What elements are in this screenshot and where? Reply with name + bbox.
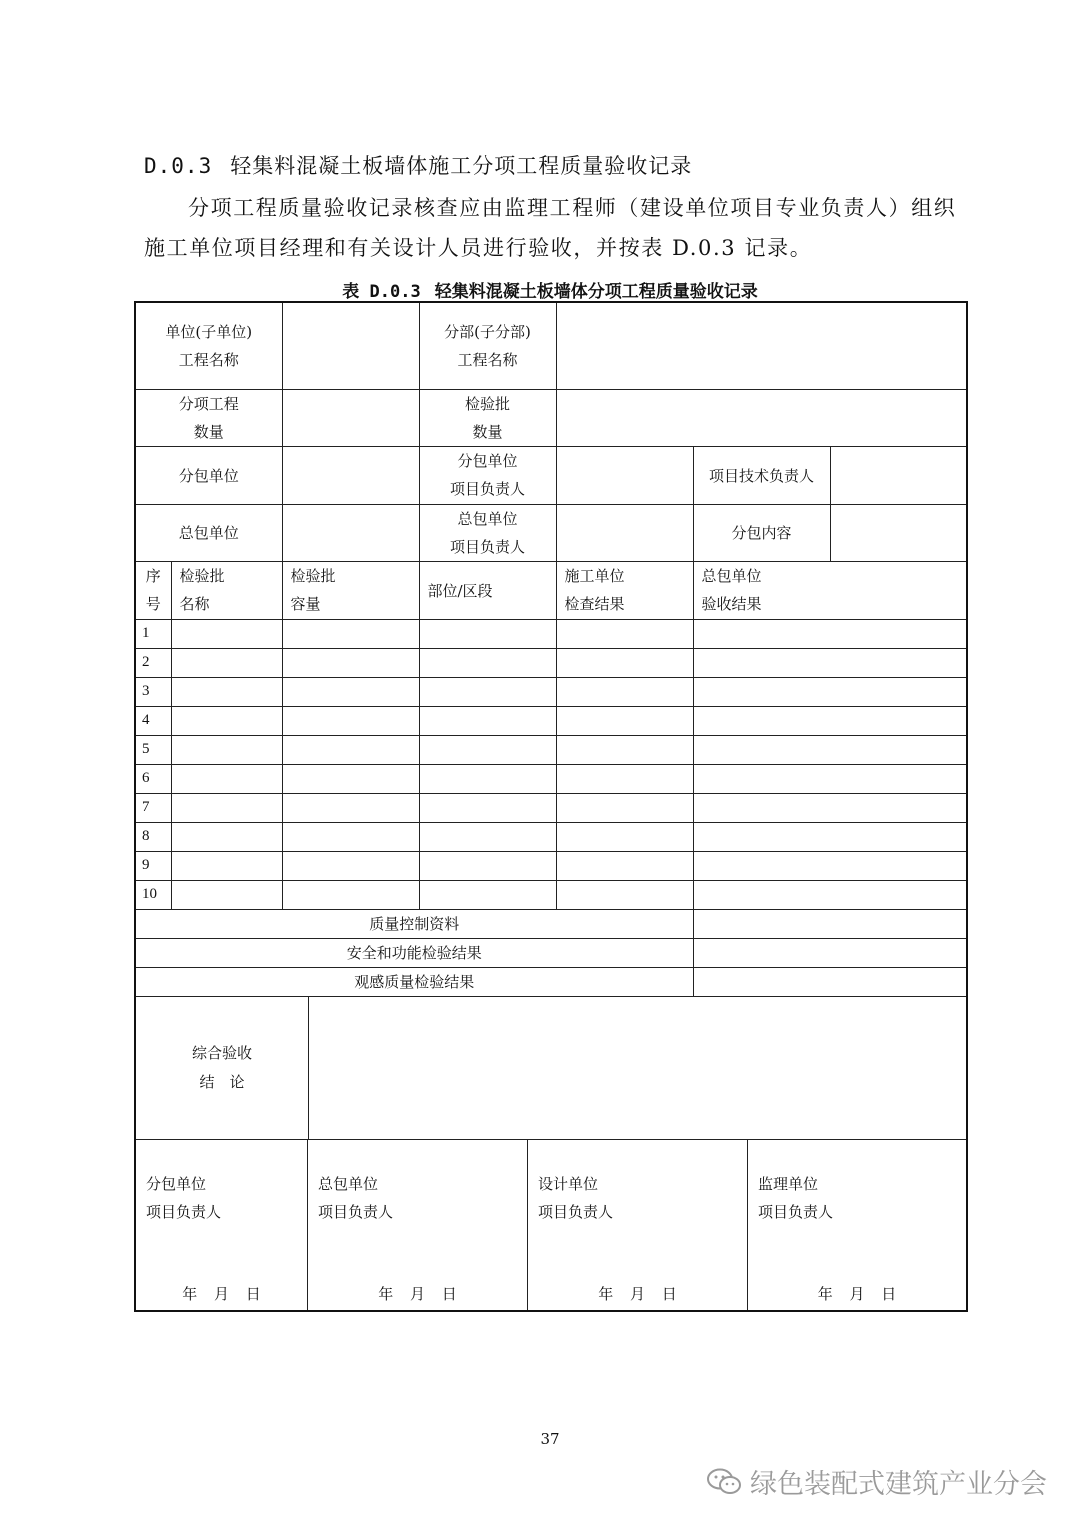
location-cell[interactable] (419, 764, 556, 793)
signature-row (135, 1139, 967, 1311)
batch-capacity-cell[interactable] (282, 764, 419, 793)
signature-block[interactable] (308, 1140, 528, 1310)
location-cell[interactable] (419, 648, 556, 677)
header-inspection-result: 施工单位 检查结果 (556, 561, 693, 619)
subcontractor-label: 分包单位 (135, 446, 282, 504)
signature-labels (318, 1170, 393, 1226)
page-number: 37 (540, 1430, 560, 1448)
acceptance-result-cell[interactable] (693, 648, 967, 677)
row-index: 6 (135, 764, 171, 793)
location-cell[interactable] (419, 619, 556, 648)
table-row (135, 619, 967, 648)
division-project-name-field[interactable] (556, 302, 967, 389)
signature-block[interactable] (528, 1140, 748, 1310)
signature-role: 项目负责人 (538, 1202, 614, 1221)
acceptance-result-cell[interactable] (693, 822, 967, 851)
section-number: D.0.3 (144, 154, 213, 178)
subcontractor-lead-field[interactable] (556, 446, 693, 504)
acceptance-result-cell[interactable] (693, 706, 967, 735)
row-index: 7 (135, 793, 171, 822)
batch-name-cell[interactable] (171, 706, 282, 735)
row-index: 4 (135, 706, 171, 735)
signature-date: 年 月 日 (378, 1284, 457, 1303)
table-row (135, 880, 967, 909)
acceptance-result-cell[interactable] (693, 735, 967, 764)
row-index: 2 (135, 648, 171, 677)
signature-date: 年 月 日 (817, 1284, 897, 1303)
section-title: 轻集料混凝土板墙体施工分项工程质量验收记录 (230, 154, 693, 178)
signature-unit: 监理单位 (758, 1174, 819, 1193)
acceptance-result-cell[interactable] (693, 880, 967, 909)
subitem-count-label: 分项工程 数量 (135, 389, 282, 446)
batch-capacity-cell[interactable] (282, 648, 419, 677)
table-row (135, 851, 967, 880)
general-contractor-label: 总包单位 (135, 504, 282, 561)
location-cell[interactable] (419, 851, 556, 880)
batch-capacity-cell[interactable] (282, 735, 419, 764)
header-location: 部位/区段 (419, 561, 556, 619)
tech-lead-field[interactable] (830, 446, 967, 504)
batch-name-cell[interactable] (171, 735, 282, 764)
row-index: 9 (135, 851, 171, 880)
batch-capacity-cell[interactable] (282, 706, 419, 735)
table-row (135, 735, 967, 764)
table-caption-title: 轻集料混凝土板墙体分项工程质量验收记录 (434, 282, 758, 302)
row-index: 5 (135, 735, 171, 764)
acceptance-result-cell[interactable] (693, 764, 967, 793)
signature-role: 项目负责人 (758, 1202, 834, 1221)
header-batch-name: 检验批 名称 (171, 561, 282, 619)
appearance-quality-field[interactable] (693, 967, 967, 996)
batch-name-cell[interactable] (171, 822, 282, 851)
unit-project-name-field[interactable] (282, 302, 419, 389)
batch-capacity-cell[interactable] (282, 619, 419, 648)
batch-capacity-cell[interactable] (282, 677, 419, 706)
section-heading (144, 150, 692, 180)
acceptance-result-cell[interactable] (693, 619, 967, 648)
general-contractor-lead-label: 总包单位 项目负责人 (419, 504, 556, 561)
signature-date: 年 月 日 (182, 1284, 261, 1303)
inspection-result-cell[interactable] (556, 619, 693, 648)
table-caption-number: 表 D.0.3 (342, 282, 421, 302)
inspection-result-cell[interactable] (556, 822, 693, 851)
batch-name-cell[interactable] (171, 851, 282, 880)
safety-function-field[interactable] (693, 938, 967, 967)
qc-data-field[interactable] (693, 909, 967, 938)
watermark-text: 绿色装配式建筑产业分会 (750, 1469, 1047, 1500)
signature-block[interactable] (748, 1140, 966, 1310)
row-index: 10 (135, 880, 171, 909)
signature-labels (146, 1170, 221, 1226)
signature-unit: 分包单位 (146, 1174, 207, 1193)
batch-capacity-cell[interactable] (282, 822, 419, 851)
unit-project-name-label: 单位(子单位) 工程名称 (135, 302, 282, 389)
inspection-result-cell[interactable] (556, 851, 693, 880)
batch-name-cell[interactable] (171, 764, 282, 793)
acceptance-result-cell[interactable] (693, 677, 967, 706)
acceptance-result-cell[interactable] (693, 851, 967, 880)
subcontract-content-label: 分包内容 (693, 504, 830, 561)
division-project-name-label: 分部(子分部) 工程名称 (419, 302, 556, 389)
signature-unit: 总包单位 (318, 1174, 379, 1193)
location-cell[interactable] (419, 880, 556, 909)
location-cell[interactable] (419, 677, 556, 706)
header-batch-capacity: 检验批 容量 (282, 561, 419, 619)
inspection-result-cell[interactable] (556, 706, 693, 735)
signature-block[interactable] (136, 1140, 308, 1310)
tech-lead-label: 项目技术负责人 (693, 446, 830, 504)
signature-role: 项目负责人 (318, 1202, 394, 1221)
signature-labels (758, 1170, 833, 1226)
row-index: 1 (135, 619, 171, 648)
location-cell[interactable] (419, 706, 556, 735)
row-index: 3 (135, 677, 171, 706)
table-caption (0, 277, 1080, 302)
table-row (135, 764, 967, 793)
table-row (135, 706, 967, 735)
inspection-result-cell[interactable] (556, 677, 693, 706)
subcontractor-field[interactable] (282, 446, 419, 504)
inspection-result-cell[interactable] (556, 880, 693, 909)
general-contractor-field[interactable] (282, 504, 419, 561)
batch-name-cell[interactable] (171, 880, 282, 909)
batch-name-cell[interactable] (171, 793, 282, 822)
inspection-result-cell[interactable] (556, 764, 693, 793)
signature-unit: 设计单位 (538, 1174, 599, 1193)
qc-data-label: 质量控制资料 (135, 909, 693, 938)
inspection-result-cell[interactable] (556, 648, 693, 677)
subitem-count-field[interactable] (282, 389, 419, 446)
signature-date: 年 月 日 (598, 1284, 677, 1303)
inspection-result-cell[interactable] (556, 793, 693, 822)
watermark (706, 1462, 1047, 1501)
table-row (135, 793, 967, 822)
signature-role: 项目负责人 (146, 1202, 222, 1221)
table-row (135, 822, 967, 851)
inspection-result-cell[interactable] (556, 735, 693, 764)
signature-labels (538, 1170, 613, 1226)
location-cell[interactable] (419, 735, 556, 764)
conclusion-field[interactable] (309, 997, 966, 1139)
table-row (135, 677, 967, 706)
batch-capacity-cell[interactable] (282, 880, 419, 909)
general-contractor-lead-field[interactable] (556, 504, 693, 561)
batch-capacity-cell[interactable] (282, 851, 419, 880)
safety-function-label: 安全和功能检验结果 (135, 938, 693, 967)
location-cell[interactable] (419, 822, 556, 851)
row-index: 8 (135, 822, 171, 851)
appearance-quality-label: 观感质量检验结果 (135, 967, 693, 996)
subcontractor-lead-label: 分包单位 项目负责人 (419, 446, 556, 504)
acceptance-result-cell[interactable] (693, 793, 967, 822)
subcontract-content-field[interactable] (830, 504, 967, 561)
conclusion-label: 综合验收 结 论 (136, 997, 309, 1139)
batch-name-cell[interactable] (171, 677, 282, 706)
wechat-icon (706, 1467, 742, 1497)
conclusion-row (135, 996, 967, 1139)
batch-count-label: 检验批 数量 (419, 389, 556, 446)
intro-paragraph: 分项工程质量验收记录核查应由监理工程师（建设单位项目专业负责人）组织施工单位项目经理和有关设计人员进行验收，并按表 D.0.3 记录。 (144, 196, 957, 260)
batch-name-cell[interactable] (171, 648, 282, 677)
table-row (135, 648, 967, 677)
batch-count-field[interactable] (556, 389, 967, 446)
batch-capacity-cell[interactable] (282, 793, 419, 822)
acceptance-record-table (134, 301, 968, 1312)
batch-name-cell[interactable] (171, 619, 282, 648)
location-cell[interactable] (419, 793, 556, 822)
header-seq: 序 号 (135, 561, 171, 619)
header-acceptance-result: 总包单位 验收结果 (693, 561, 967, 619)
